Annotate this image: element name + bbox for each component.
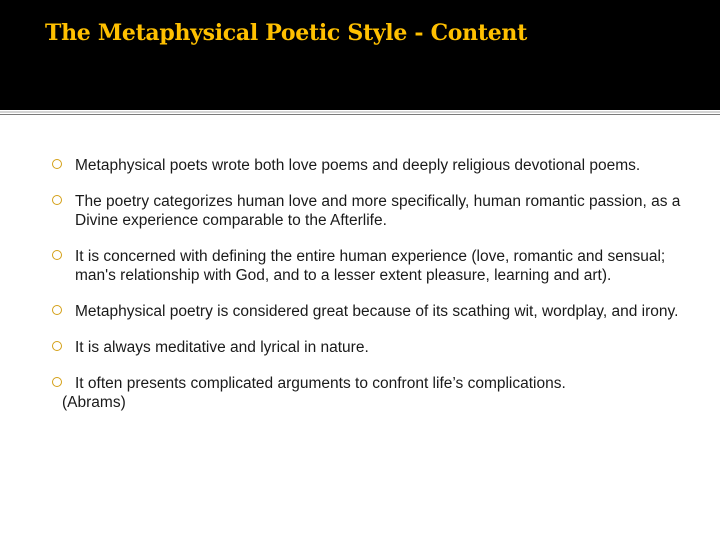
title-bar [0,0,720,110]
ring-icon [52,159,62,169]
bullet-item [52,338,692,357]
bullet-text: The poetry categorizes human love and more specifically, human romantic passion, as a Divine experience comparable to the Afterlife. [75,193,681,229]
ring-icon [52,305,62,315]
bullet-text: It is concerned with defining the entire human experience (love, romantic and sensual; man's relationship with God, and to a lesser extent pleasure, learning and art). [75,248,666,284]
header-divider-dark [0,114,720,115]
bullet-item [52,247,692,285]
bullet-text: Metaphysical poetry is considered great because of its scathing wit, wordplay, and irony. [75,303,679,320]
ring-icon [52,377,62,387]
bullet-text: It often presents complicated arguments to confront life’s complications. [75,375,566,392]
bullet-item [52,192,692,230]
ring-icon [52,195,62,205]
citation: (Abrams) [62,394,126,411]
bullet-item [52,156,692,175]
bullet-item [52,302,692,321]
ring-icon [52,250,62,260]
slide-title: The Metaphysical Poetic Style - Content [45,20,527,46]
bullet-list [52,156,692,412]
bullet-text: It is always meditative and lyrical in nature. [75,339,369,356]
bullet-item [52,374,692,412]
ring-icon [52,341,62,351]
bullet-text: Metaphysical poets wrote both love poems and deeply religious devotional poems. [75,157,641,174]
header-divider-light [0,111,720,113]
